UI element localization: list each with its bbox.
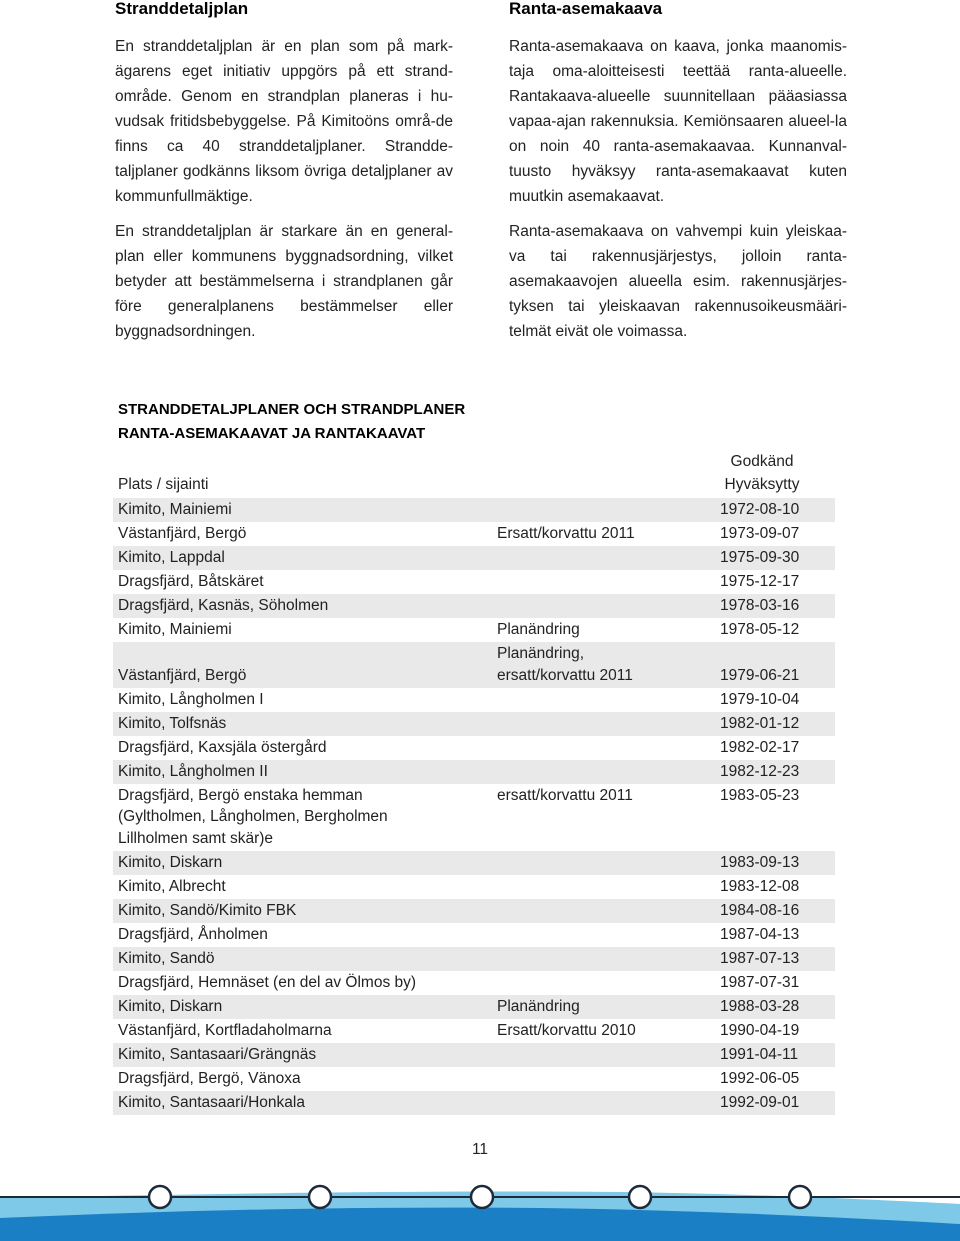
- table-row: [113, 760, 835, 784]
- place-cell: Kimito, Långholmen I: [118, 690, 264, 708]
- place-cell: Dragsfjärd, Båtskäret: [118, 573, 264, 590]
- date-cell: 1982-02-17: [720, 738, 800, 756]
- table-row: [113, 712, 835, 736]
- table-row: [113, 784, 835, 851]
- date-cell: 1978-05-12: [720, 621, 800, 638]
- table-row: [113, 546, 835, 570]
- left-paragraph-2: En stranddetaljplan är starkare än en general-plan eller kommunens byggnadsordning, vilket betyder att bestämmelserna i strandplanen går före generalplanens bestämmelser eller byggnadsordningen.: [115, 223, 453, 340]
- place-cell: Kimito, Albrecht: [118, 877, 226, 895]
- table-row: [113, 971, 835, 995]
- header-date-finnish: Hyväksytty: [724, 476, 800, 493]
- place-cell: Kimito, Santasaari/Grängnäs: [118, 1045, 317, 1063]
- dot-marker: [789, 1186, 811, 1208]
- place-cell: Kimito, Sandö: [118, 949, 215, 967]
- note-cell: Planändring, ersatt/korvattu 2011: [497, 645, 633, 684]
- place-cell: Dragsfjärd, Bergö enstaka hemman (Gyltholmen, Långholmen, Bergholmen Lillholmen samt skär)e: [118, 786, 388, 847]
- place-cell: Kimito, Lappdal: [118, 549, 225, 566]
- note-cell: Planändring: [497, 997, 580, 1015]
- date-cell: 1987-07-13: [720, 949, 800, 967]
- table-row: [113, 570, 835, 594]
- place-cell: Västanfjärd, Bergö: [118, 525, 247, 542]
- dot-marker: [149, 1186, 171, 1208]
- place-cell: Kimito, Långholmen II: [118, 762, 268, 780]
- table-row: [113, 1019, 835, 1043]
- header-place: Plats / sijainti: [118, 476, 209, 493]
- place-cell: Dragsfjärd, Hemnäset (en del av Ölmos by): [118, 973, 417, 991]
- place-cell: Dragsfjärd, Kaxsjäla östergård: [118, 738, 327, 756]
- place-cell: Kimito, Mainiemi: [118, 501, 232, 518]
- note-cell: Ersatt/korvattu 2010: [497, 1021, 636, 1039]
- left-column: [115, 0, 453, 344]
- place-cell: Västanfjärd, Bergö: [118, 666, 247, 684]
- wave-decoration: [0, 1170, 960, 1241]
- date-cell: 1983-12-08: [720, 877, 800, 895]
- table-row: [113, 899, 835, 923]
- page-number: 11: [471, 1141, 489, 1158]
- date-cell: 1990-04-19: [720, 1021, 800, 1039]
- date-cell: 1979-10-04: [720, 690, 800, 708]
- dot-marker: [471, 1186, 493, 1208]
- table-row: [113, 947, 835, 971]
- place-cell: Dragsfjärd, Kasnäs, Söholmen: [118, 597, 329, 614]
- date-cell: 1984-08-16: [720, 901, 800, 919]
- date-cell: 1987-07-31: [720, 973, 800, 991]
- place-cell: Västanfjärd, Kortfladaholmarna: [118, 1021, 332, 1039]
- note-cell: Ersatt/korvattu 2011: [497, 525, 635, 542]
- date-cell: 1982-12-23: [720, 762, 800, 780]
- date-cell: 1992-09-01: [720, 1093, 800, 1111]
- right-paragraph-2: Ranta-asemakaava on vahvempi kuin yleiskaa-va tai rakennusjärjestys, jolloin ranta-asemakaavojen alueella esim. rakennusjärjes-tyksen tai yleiskaavan rakennusoikeusmääri-telmät eivät ole voimassa.: [509, 223, 847, 340]
- date-cell: 1972-08-10: [720, 501, 800, 518]
- header-date-swedish: Godkänd: [730, 453, 794, 470]
- table-row: [113, 923, 835, 947]
- place-cell: Kimito, Tolfsnäs: [118, 714, 227, 732]
- table-title-swedish: STRANDDETALJPLANER OCH STRANDPLANER: [118, 401, 466, 418]
- plans-table: [113, 398, 835, 1115]
- table-row: [113, 498, 835, 522]
- place-cell: Kimito, Santasaari/Honkala: [118, 1093, 305, 1111]
- place-cell: Kimito, Diskarn: [118, 997, 223, 1015]
- date-cell: 1991-04-11: [720, 1045, 799, 1063]
- date-cell: 1987-04-13: [720, 925, 800, 943]
- date-cell: 1975-12-17: [720, 573, 800, 590]
- right-paragraph-1: Ranta-asemakaava on kaava, jonka maanomis-taja oma-aloitteisesti teettää ranta-alueelle. Rantakaava-alueelle suunnitellaan pääasiassa vapaa-ajan rakennuksia. Kemiönsaaren alueel-la on noin 40 ranta-asemakaavaa. Kunnanval-tuusto hyväksyy ranta-asemakaavat kuten muutkin asemakaavat.: [509, 38, 847, 205]
- heading-stranddetaljplan: Stranddetaljplan: [115, 0, 249, 18]
- date-cell: 1979-06-21: [720, 666, 800, 684]
- date-cell: 1983-09-13: [720, 853, 800, 871]
- place-cell: Kimito, Sandö/Kimito FBK: [118, 901, 297, 919]
- header-date: [713, 450, 811, 496]
- table-row: [113, 1043, 835, 1067]
- date-cell: 1992-06-05: [720, 1069, 800, 1087]
- date-cell: 1975-09-30: [720, 549, 800, 566]
- table-row: [113, 1091, 835, 1115]
- table-row: [113, 1067, 835, 1091]
- place-cell: Dragsfjärd, Ånholmen: [118, 925, 268, 943]
- table-row: [113, 736, 835, 760]
- table-row: [113, 618, 835, 642]
- table-row: [113, 688, 835, 712]
- table-row: [113, 995, 835, 1019]
- date-cell: 1983-05-23: [720, 786, 800, 804]
- table-title-finnish: RANTA-ASEMAKAAVAT JA RANTAKAAVAT: [118, 425, 426, 442]
- table-row: [113, 642, 835, 688]
- table-row: [113, 522, 835, 546]
- dot-marker: [309, 1186, 331, 1208]
- date-cell: 1978-03-16: [720, 597, 800, 614]
- place-cell: Kimito, Diskarn: [118, 853, 223, 871]
- table-row: [113, 594, 835, 618]
- table-row: [113, 851, 835, 875]
- place-cell: Dragsfjärd, Bergö, Vänoxa: [118, 1069, 301, 1087]
- note-cell: ersatt/korvattu 2011: [497, 786, 633, 804]
- table-body: [113, 498, 835, 1115]
- right-column: [509, 0, 847, 344]
- date-cell: 1982-01-12: [720, 714, 800, 732]
- date-cell: 1988-03-28: [720, 997, 800, 1015]
- dot-marker: [629, 1186, 651, 1208]
- table-row: [113, 875, 835, 899]
- heading-ranta-asemakaava: Ranta-asemakaava: [509, 0, 663, 18]
- table-header: [113, 450, 835, 498]
- place-cell: Kimito, Mainiemi: [118, 621, 232, 638]
- note-cell: Planändring: [497, 621, 580, 638]
- date-cell: 1973-09-07: [720, 525, 800, 542]
- left-paragraph-1: En stranddetaljplan är en plan som på mark-ägarens eget initiativ uppgörs på ett strand-område. Genom en strandplan planeras i hu-vudsak fritidsbebyggelse. På Kimitoöns områ-de finns ca 40 stranddetaljplaner. Strandde-taljplaner godkänns liksom övriga detaljplaner av kommunfullmäktige.: [115, 38, 453, 205]
